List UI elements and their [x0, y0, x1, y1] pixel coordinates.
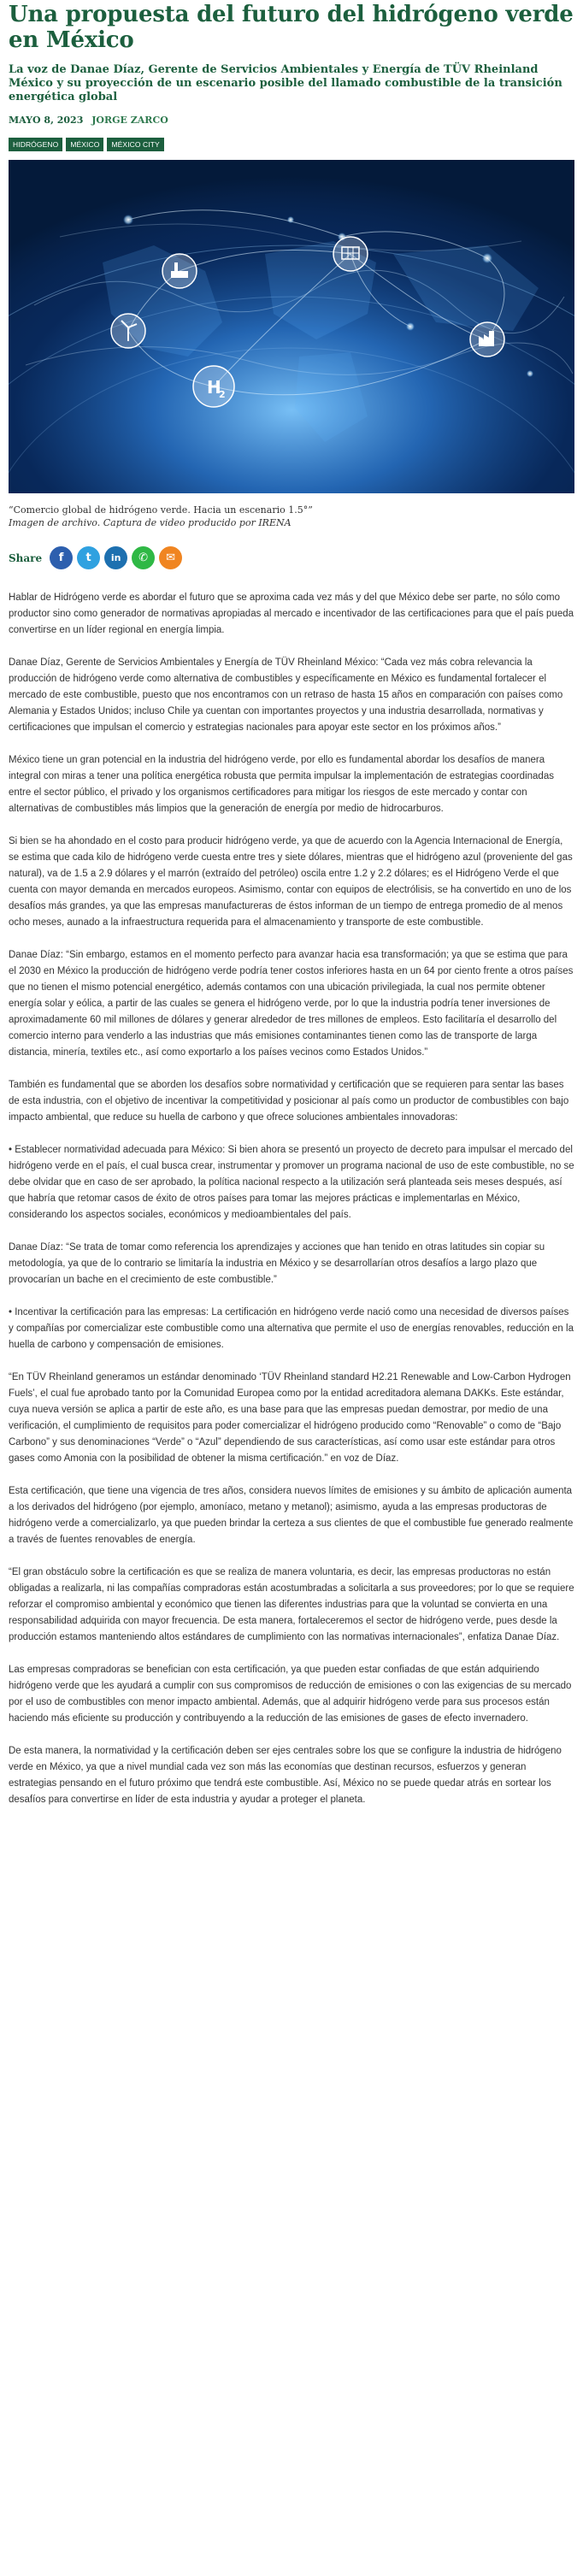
tag-mexico[interactable]: MÉXICO	[66, 138, 103, 151]
article-paragraph: También es fundamental que se aborden los desafíos sobre normatividad y certificación que se requieren para sentar las bases de esta industria, con el objetivo de incentivar la competitividad y posicionar al país como un productor de combustibles con bajo impacto ambiental, que reduce su huella de carbono y que ofrece soluciones ambientales innovadoras:	[9, 1080, 569, 1123]
article-paragraph: • Incentivar la certificación para las empresas: La certificación en hidrógeno verde nació como una necesidad de diversos países y compañías por comercializar este combustible como una alternativa que permite el uso de energías renovables, reducción en la huella de carbono y compensación de emisiones.	[9, 1307, 574, 1350]
wind-turbine-icon	[111, 314, 145, 348]
article-paragraph: Danae Díaz: “Sin embargo, estamos en el momento perfecto para avanzar hacia esa transformación; ya que se estima que para el 2030 en México la producción de hidrógeno verde podría tener costos inferiores hasta en un 64 por ciento frente a otros países que no tienen el mismo potencial energético, además contamos con una ubicación privilegiada, la cual nos permite obtener energía solar y eólica, a partir de las cuales se genera el hidrógeno verde, por lo que la industria podría tener inversiones de aproximadamente 60 mil millones de dólares y generar alrededor de tres millones de empleos. Esto facilitaría el desarrollo del comercio interno para venderlo a las industrias que más emisiones contaminantes tienen como las de transporte de larga distancia, minería, textiles etc., así como exportarlo a los países vecinos como Estados Unidos.”	[9, 950, 574, 1058]
image-caption: “Comercio global de hidrógeno verde. Hacia un escenario 1.5°”	[9, 504, 313, 516]
article-date: MAYO 8, 2023	[9, 115, 84, 126]
article-paragraph: Danae Díaz: “Se trata de tomar como referencia los aprendizajes y acciones que han tenido en otras latitudes sin copiar su metodología, ya que de lo contrario se limitaría la industria en México y se desarrollarían otros desafíos a largo plazo que provocarían un bache en el crecimiento de este combustible.”	[9, 1242, 545, 1285]
article-paragraph: • Establecer normatividad adecuada para México: Si bien ahora se presentó un proyecto de decreto para impulsar el mercado del hidrógeno verde en el país, el cual busca crear, instrumentar y promover un programa nacional de uso de este combustible, no se debe olvidar que en caso de ser aprobado, la política nacional respecto a la utilización será planteada seis meses después, así que habría que retomar casos de éxito de otros países para tomar las mejores prácticas e implementarlas en México, considerando los aspectos sociales, económicos y medioambientales del país.	[9, 1145, 574, 1220]
tag-hidrogeno[interactable]: HIDRÓGENO	[9, 138, 62, 151]
article-body	[9, 590, 574, 1808]
linkedin-share-button[interactable]: in	[104, 546, 127, 569]
article-paragraph: Hablar de Hidrógeno verde es abordar el futuro que se aproxima cada vez más y del que México debe ser parte, no sólo como productor sino como generador de normativas apropiadas al mercado e incentivador de las certificaciones para que el país pueda convertirse en un líder regional en energía limpia.	[9, 592, 574, 635]
hero-image	[9, 160, 574, 493]
article-paragraph: Las empresas compradoras se benefician con esta certificación, ya que pueden estar confiadas de que están adquiriendo hidrógeno verde que les ayudará a cumplir con sus compromisos de reducción de emisiones o con las exigencias de su mercado por el uso de combustibles con menor impacto ambiental. Además, que al adquirir hidrógeno verde para sus procesos están haciendo más eficiente su producción y contribuyendo a la reducción de las emisiones de gases de efecto invernadero.	[9, 1665, 572, 1724]
article-author-link[interactable]: JORGE ZARCO	[91, 115, 168, 126]
article-subtitle: La voz de Danae Díaz, Gerente de Servicios Ambientales y Energía de TÜV Rheinland México y su proyección de un escenario posible del llamado combustible de la transición energética global	[9, 63, 562, 103]
h2-subscript: 2	[219, 389, 226, 400]
h2-label: H	[207, 377, 221, 398]
twitter-share-button[interactable]: t	[77, 546, 100, 569]
share-bar	[9, 546, 574, 569]
share-label: Share	[9, 551, 43, 564]
article-meta	[9, 115, 574, 126]
article-paragraph: México tiene un gran potencial en la industria del hidrógeno verde, por ello es fundamental abordar los desafíos de manera integral con miras a tener una política energética robusta que permita impulsar la implementación de estrategias coordinadas entre el sector público, el privado y los organismos certificadores para mitigar los riesgos de este mercado y contar con alternativas de combustibles más limpios que la generación de energía por medio de hidrocarburos.	[9, 755, 554, 814]
image-credit: Imagen de archivo. Captura de video producido por IRENA	[9, 517, 292, 528]
article-paragraph: “El gran obstáculo sobre la certificación es que se realiza de manera voluntaria, es decir, las empresas productoras no están obligadas a realizarla, ni las compañías compradoras están acostumbradas a solicitarla a sus proveedores; por lo que se requiere reforzar el compromiso ambiental y económico que tienen las diferentes industrias para que la voluntad se convierta en una responsabilidad adquirida con mayor frecuencia. De esta manera, fortaleceremos el sector de hidrógeno verde, pues desde la producción estamos manteniendo altos estándares de cumplimiento con las normativas internacionales”, enfatiza Danae Díaz.	[9, 1567, 574, 1642]
article-paragraph: Danae Díaz, Gerente de Servicios Ambientales y Energía de TÜV Rheinland México: “Cada vez más cobra relevancia la producción de hidrógeno verde como alternativa de combustibles y específicamente en México es fundamental fortalecer el mercado de este combustible, puesto que nos encontramos con un retraso de hasta 15 años en comparación con países como Alemania y Estados Unidos; incluso Chile ya cuentan con importantes proyectos y una industria desarrollada, normativas y certificaciones que impulsan el comercio y estrategias nacionales para apoyar este sector en los próximos años.”	[9, 657, 563, 733]
email-share-button[interactable]: ✉	[159, 546, 182, 569]
globe-hydrogen-illustration	[9, 160, 574, 493]
tag-list	[9, 138, 574, 151]
article-paragraph: “En TÜV Rheinland generamos un estándar denominado ‘TÜV Rheinland standard H2.21 Renewable and Low-Carbon Hydrogen Fuels’, el cual fue aprobado tanto por la Comunidad Europea como por la entidad acreditadora alemana DAKKs. Este estándar, cuya nueva versión se aplica a partir de este año, es una base para que las empresas puedan demostrar, por medio de una verificación, el cumplimiento de requisitos para poder comercializar el hidrógeno producido como “Renovable” o como de “Bajo Carbono” y sus denominaciones “Verde” o “Azul” dependiendo de sus características, así como usar este estándar para otros gases como Amonia con la posibilidad de obtener la misma certificación.” en voz de Díaz.	[9, 1372, 571, 1464]
article-paragraph: Si bien se ha ahondado en el costo para producir hidrógeno verde, ya que de acuerdo con la Agencia Internacional de Energía, se estima que cada kilo de hidrógeno verde cuesta entre tres y siete dólares, mientras que el hidrógeno azul (proveniente del gas natural), va de 1.5 a 2.9 dólares y el marrón (extraído del petróleo) oscila entre 1.2 y 2.2 dólares; es el Hidrógeno Verde el que cuenta con mayor demanda en mercados europeos. Asimismo, contar con equipos de electrólisis, se ha convertido en uno de los desafíos más grandes, ya que las empresas manufactureras de éstos informan de un tiempo de entrega promedio de al menos ocho meses, aunado a la infraestructura requerida para el almacenamiento y transporte de este combustible.	[9, 836, 573, 928]
facebook-share-button[interactable]: f	[50, 546, 73, 569]
tag-mexico-city[interactable]: MÉXICO CITY	[107, 138, 163, 151]
article-headline: Una propuesta del futuro del hidrógeno verde en México	[9, 2, 574, 53]
factory-icon	[470, 322, 504, 357]
whatsapp-share-button[interactable]: ✆	[132, 546, 155, 569]
energy-plant-icon	[162, 254, 197, 288]
solar-panel-icon	[333, 237, 368, 271]
article-paragraph: De esta manera, la normatividad y la certificación deben ser ejes centrales sobre los que se configure la industria de hidrógeno verde en México, ya que a nivel mundial cada vez son más las economías que destinan recursos, esfuerzos y generan estrategias pensando en el futuro próximo que tendrá este combustible. Así, México no se puede quedar atrás en sortear los desafíos para convertirse en líder de esta industria y ayudar a proteger el planeta.	[9, 1746, 562, 1805]
article-paragraph: Esta certificación, que tiene una vigencia de tres años, considera nuevos límites de emisiones y su ámbito de aplicación aumenta a los derivados del hidrógeno (por ejemplo, amoníaco, metano y metanol); asimismo, ayuda a las empresas productoras de hidrógeno verde a comercializarlo, ya que pueden brindar la certeza a sus clientes de que el combustible fue generado realmente a través de fuentes renovables de energía.	[9, 1486, 574, 1545]
h2-molecule-icon	[193, 366, 234, 407]
